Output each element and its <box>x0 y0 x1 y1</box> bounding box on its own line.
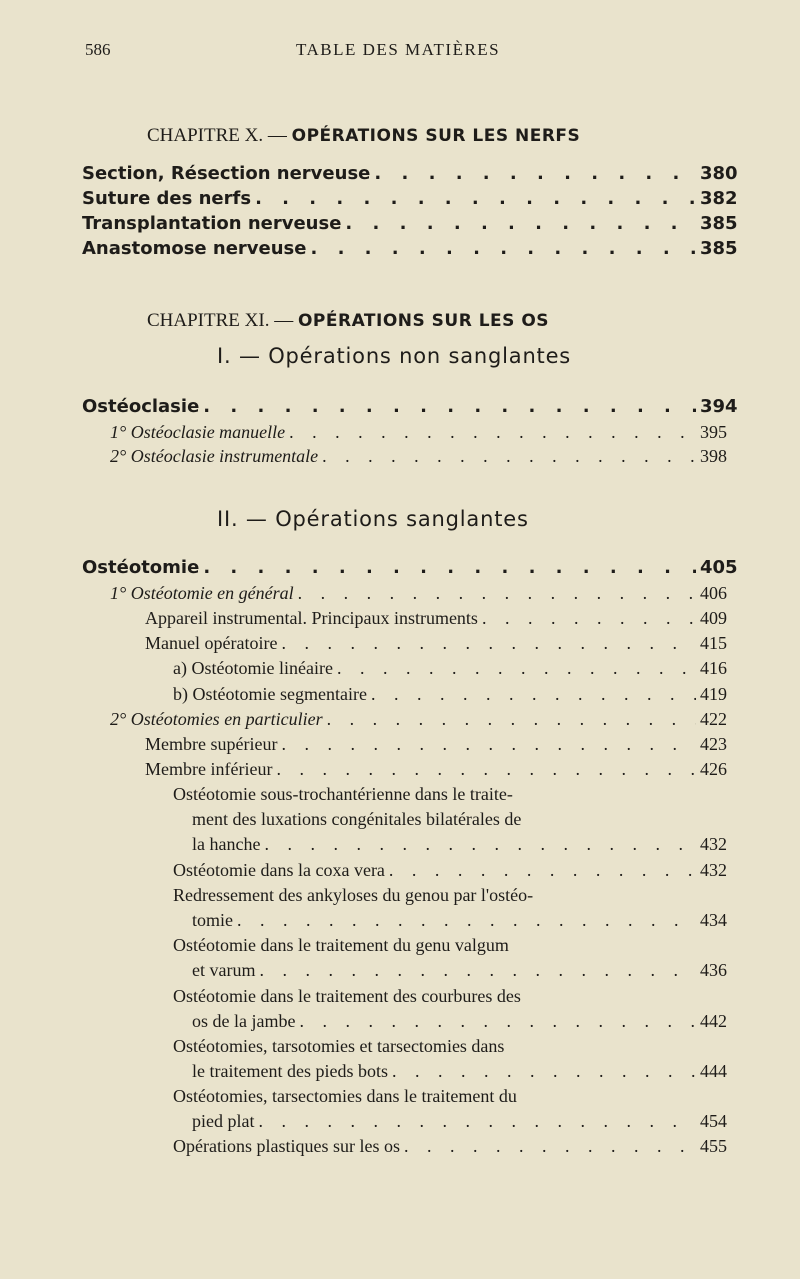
leader-dots <box>255 188 696 209</box>
chapter-11-label: CHAPITRE XI. — <box>147 310 298 331</box>
toc-entry-page: 405 <box>700 557 738 578</box>
toc-entry-text: Ostéotomie dans la coxa vera <box>173 860 385 880</box>
chapter-10-label: CHAPITRE X. — <box>147 125 292 146</box>
toc-entry <box>192 834 734 855</box>
toc-entry <box>82 188 738 209</box>
toc-entry-page: 385 <box>700 213 738 234</box>
leader-dots <box>371 684 696 705</box>
toc-entry-text: le traitement des pieds bots <box>192 1061 388 1081</box>
toc-entry-page: 382 <box>700 188 738 209</box>
leader-dots <box>482 608 696 629</box>
toc-entry <box>145 734 734 755</box>
toc-entry-page: 455 <box>700 1136 727 1156</box>
toc-entry <box>173 860 734 881</box>
toc-entry-page: 415 <box>700 633 727 653</box>
toc-entry <box>110 709 734 730</box>
toc-entry-page: 432 <box>700 860 727 880</box>
toc-entry-text: os de la jambe <box>192 1011 296 1031</box>
leader-dots <box>389 860 696 881</box>
toc-entry-text: Ostéotomie <box>82 557 200 578</box>
toc-entry-line: Ostéotomie sous-trochantérienne dans le traite- <box>173 784 513 804</box>
toc-entry <box>173 1136 734 1157</box>
toc-entry-text: Appareil instrumental. Principaux instruments <box>145 608 478 628</box>
toc-entry-text: 2° Ostéotomies en particulier <box>110 709 323 729</box>
toc-entry-text: 2° Ostéoclasie instrumentale <box>110 446 319 466</box>
toc-entry <box>173 658 734 679</box>
toc-entry-page: 422 <box>700 709 727 729</box>
toc-entry-text: a) Ostéotomie linéaire <box>173 658 333 678</box>
toc-entry-text: Transplantation nerveuse <box>82 213 342 234</box>
toc-entry-text: Suture des nerfs <box>82 188 252 209</box>
toc-entry <box>192 910 734 931</box>
toc-entry-page: 454 <box>700 1111 727 1131</box>
toc-entry-page: 394 <box>700 396 738 417</box>
toc-entry-text: Section, Résection nerveuse <box>82 163 371 184</box>
section-1-title: I. — Opérations non sanglantes <box>217 344 572 368</box>
toc-entry-page: 395 <box>700 422 727 442</box>
toc-entry <box>145 759 734 780</box>
leader-dots <box>404 1136 696 1157</box>
toc-entry <box>145 608 734 629</box>
toc-entry-text: pied plat <box>192 1111 255 1131</box>
toc-entry-page: 385 <box>700 238 738 259</box>
leader-dots <box>374 163 696 184</box>
toc-entry <box>110 446 734 467</box>
toc-entry-text: Membre inférieur <box>145 759 273 779</box>
leader-dots <box>298 583 696 604</box>
leader-dots <box>392 1061 696 1082</box>
chapter-11-heading <box>147 310 549 332</box>
toc-entry-page: 419 <box>700 684 727 704</box>
leader-dots <box>258 1111 696 1132</box>
toc-entry-page: 432 <box>700 834 727 854</box>
toc-entry-page: 380 <box>700 163 738 184</box>
toc-entry-page: 423 <box>700 734 727 754</box>
leader-dots <box>264 834 696 855</box>
toc-entry-page: 444 <box>700 1061 727 1081</box>
toc-entry-page: 426 <box>700 759 727 779</box>
leader-dots <box>345 213 696 234</box>
toc-entry-text: Ostéoclasie <box>82 396 200 417</box>
leader-dots <box>310 238 696 259</box>
toc-entry-text: Membre supérieur <box>145 734 278 754</box>
toc-entry-text: Manuel opératoire <box>145 633 278 653</box>
toc-entry <box>173 684 734 705</box>
chapter-10-heading <box>147 125 580 147</box>
leader-dots <box>322 446 696 467</box>
toc-entry-text: Opérations plastiques sur les os <box>173 1136 400 1156</box>
leader-dots <box>237 910 696 931</box>
toc-entry-text: et varum <box>192 960 256 980</box>
section-2-title: II. — Opérations sanglantes <box>217 507 529 531</box>
toc-entry-page: 436 <box>700 960 727 980</box>
leader-dots <box>327 709 696 730</box>
toc-entry-line: Redressement des ankyloses du genou par l'ostéo- <box>173 885 534 905</box>
toc-entry-page: 409 <box>700 608 727 628</box>
toc-entry-page: 442 <box>700 1011 727 1031</box>
toc-entry <box>82 213 738 234</box>
leader-dots <box>281 734 696 755</box>
toc-entry-line: ment des luxations congénitales bilatérales de <box>192 809 522 829</box>
toc-entry-line: Ostéotomie dans le traitement du genu valgum <box>173 935 509 955</box>
toc-entry-text: 1° Ostéoclasie manuelle <box>110 422 286 442</box>
toc-entry <box>82 163 738 184</box>
toc-entry-text: tomie <box>192 910 233 930</box>
leader-dots <box>259 960 696 981</box>
toc-entry-page: 398 <box>700 446 727 466</box>
leader-dots <box>337 658 696 679</box>
toc-entry <box>192 1061 734 1082</box>
toc-entry-page: 406 <box>700 583 727 603</box>
toc-entry <box>192 1011 734 1032</box>
toc-entry-page: 416 <box>700 658 727 678</box>
chapter-10-title: OPÉRATIONS SUR LES NERFS <box>291 126 581 146</box>
toc-entry <box>110 583 734 604</box>
toc-entry <box>192 1111 734 1132</box>
leader-dots <box>203 396 696 417</box>
toc-entry-page: 434 <box>700 910 727 930</box>
toc-entry-line: Ostéotomie dans le traitement des courbures des <box>173 986 521 1006</box>
toc-entry-text: la hanche <box>192 834 261 854</box>
leader-dots <box>203 557 696 578</box>
toc-entry-text: Anastomose nerveuse <box>82 238 307 259</box>
toc-entry <box>192 960 734 981</box>
leader-dots <box>276 759 696 780</box>
toc-entry <box>82 238 738 259</box>
running-title: TABLE DES MATIÈRES <box>296 40 501 59</box>
toc-entry-text: 1° Ostéotomie en général <box>110 583 294 603</box>
toc-entry-line: Ostéotomies, tarsectomies dans le traitement du <box>173 1086 517 1106</box>
toc-entry-line: Ostéotomies, tarsotomies et tarsectomies dans <box>173 1036 505 1056</box>
toc-entry <box>145 633 734 654</box>
page-number: 586 <box>85 40 111 59</box>
chapter-11-title: OPÉRATIONS SUR LES OS <box>297 311 550 331</box>
leader-dots <box>299 1011 696 1032</box>
toc-entry <box>110 422 734 443</box>
toc-entry <box>82 396 738 417</box>
leader-dots <box>281 633 696 654</box>
toc-entry <box>82 557 738 578</box>
toc-entry-text: b) Ostéotomie segmentaire <box>173 684 367 704</box>
leader-dots <box>289 422 696 443</box>
